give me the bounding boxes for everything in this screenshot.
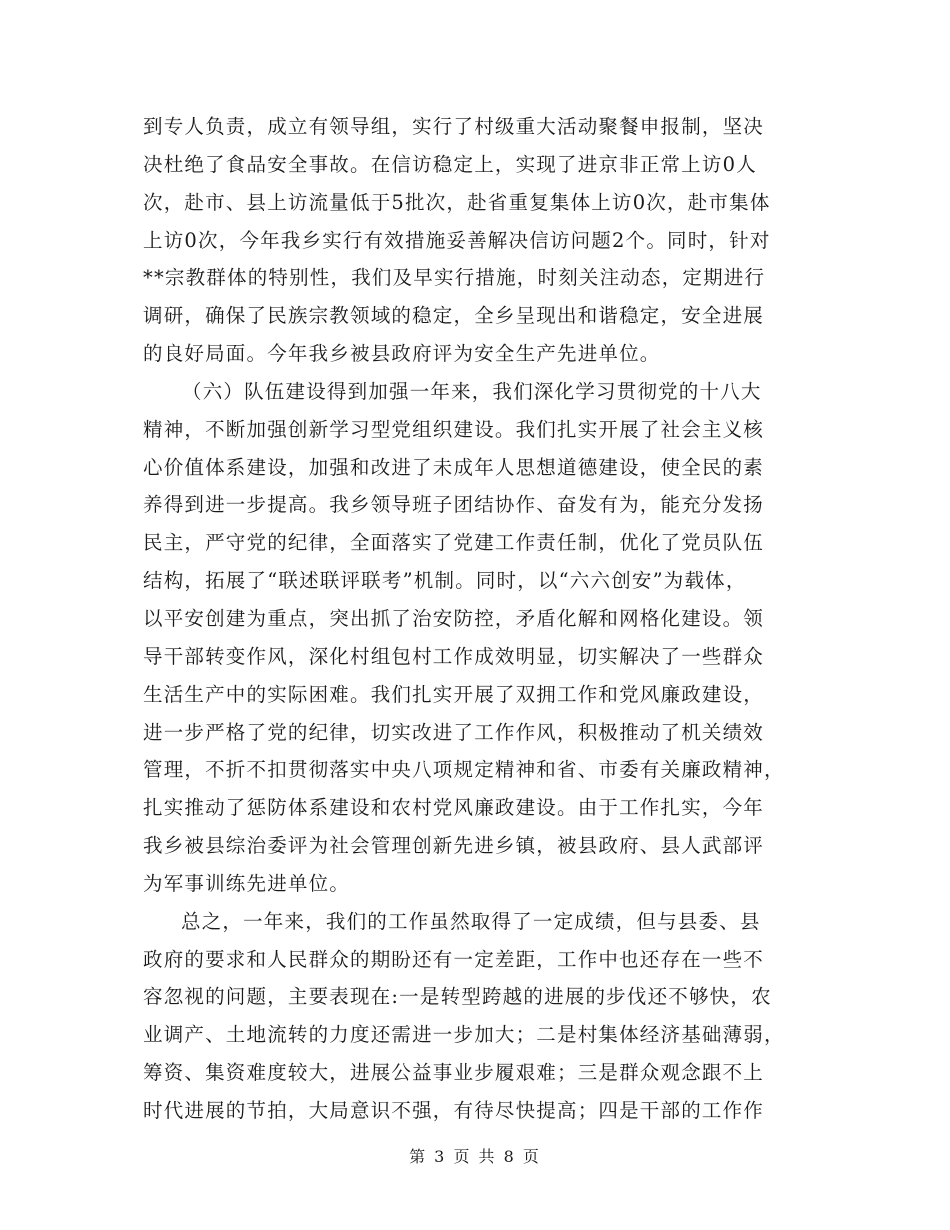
text-line: 到专人负责，成立有领导组，实行了村级重大活动聚餐申报制，坚决 — [143, 115, 765, 138]
text-line: （六）队伍建设得到加强一年来，我们深化学习贯彻党的十八大 — [182, 379, 762, 403]
text-line: 管理，不折不扣贯彻落实中央八项规定精神和省、市委有关廉政精神， — [143, 758, 785, 782]
text-line: 上访0次，今年我乡实行有效措施妥善解决信访问题2个。同时，针对 — [143, 228, 771, 252]
text-line: 养得到进一步提高。我乡领导班子团结协作、奋发有为，能充分发扬 — [143, 493, 765, 517]
text-line: 为军事训练先进单位。 — [143, 871, 351, 895]
text-line: 民主，严守党的纪律，全面落实了党建工作责任制，优化了党员队伍 — [143, 531, 765, 555]
text-line: 生活生产中的实际困难。我们扎实开展了双拥工作和党风廉政建设， — [143, 682, 765, 706]
text-line: 政府的要求和人民群众的期盼还有一定差距，工作中也还存在一些不 — [143, 947, 765, 971]
page-number-footer: 第 3 页 共 8 页 — [409, 1147, 541, 1166]
document-body — [143, 108, 811, 1130]
text-line: 扎实推动了惩防体系建设和农村党风廉政建设。由于工作扎实，今年 — [143, 796, 765, 820]
text-line: 我乡被县综治委评为社会管理创新先进乡镇，被县政府、县人武部评 — [143, 834, 765, 858]
paragraph-security-stability — [143, 108, 811, 373]
text-line: 业调产、土地流转的力度还需进一步加大；二是村集体经济基础薄弱， — [143, 1023, 785, 1047]
text-line: 时代进展的节拍，大局意识不强，有待尽快提高；四是干部的工作作 — [143, 1098, 765, 1122]
text-line: 精神，不断加强创新学习型党组织建设。我们扎实开展了社会主义核 — [143, 417, 765, 441]
text-line: 导干部转变作风，深化村组包村工作成效明显，切实解决了一些群众 — [143, 644, 765, 668]
text-line: 进一步严格了党的纪律，切实改进了工作作风，积极推动了机关绩效 — [143, 720, 765, 744]
text-line: 容忽视的问题，主要表现在:一是转型跨越的进展的步伐还不够快，农 — [143, 985, 772, 1009]
text-line: 心价值体系建设，加强和改进了未成年人思想道德建设，使全民的素 — [143, 455, 765, 479]
paragraph-summary — [143, 903, 811, 1130]
text-line: 以平安创建为重点，突出抓了治安防控，矛盾化解和网格化建设。领 — [143, 606, 765, 630]
text-line: 调研，确保了民族宗教领域的稳定，全乡呈现出和谐稳定，安全进展 — [143, 304, 765, 328]
paragraph-team-building — [143, 373, 811, 903]
text-line: 次，赴市、县上访流量低于5批次，赴省重复集体上访0次，赴市集体 — [143, 190, 771, 214]
text-line: **宗教群体的特别性，我们及早实行措施，时刻关注动态，定期进行 — [143, 266, 766, 290]
text-line: 结构，拓展了“联述联评联考”机制。同时，以“六六创安”为载体， — [143, 569, 747, 593]
text-line: 总之，一年来，我们的工作虽然取得了一定成绩，但与县委、县 — [181, 909, 761, 933]
text-line: 的良好局面。今年我乡被县政府评为安全生产先进单位。 — [143, 342, 661, 366]
text-line: 筹资、集资难度较大，进展公益事业步履艰难；三是群众观念跟不上 — [143, 1061, 765, 1085]
text-line: 决杜绝了食品安全事故。在信访稳定上，实现了进京非正常上访0人 — [143, 152, 757, 176]
